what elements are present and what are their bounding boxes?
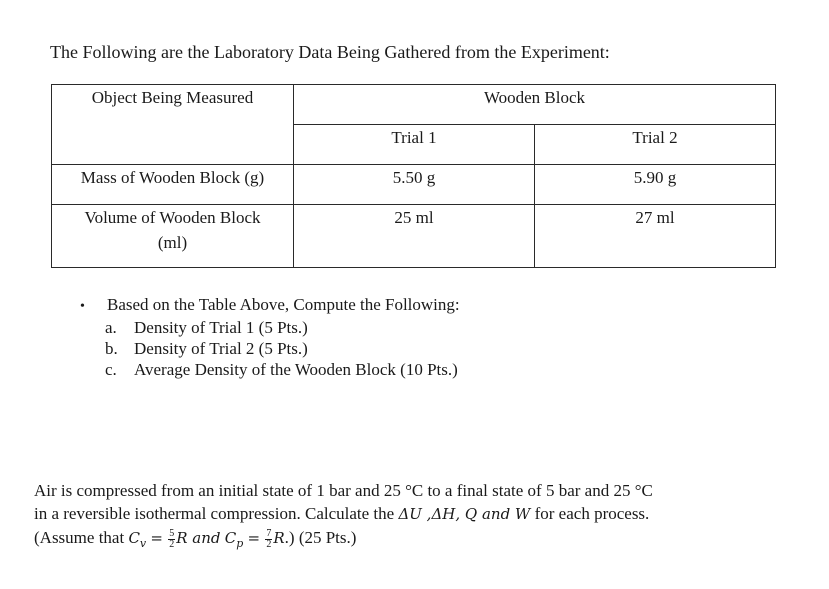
list-marker: c. [105, 360, 117, 379]
problem-line-1: Air is compressed from an initial state of 1 bar and 25 °C to a final state of 5 bar and 25 °C [34, 481, 653, 500]
fraction-five-halves: $\frac{5}{2}$ [169, 527, 175, 550]
table-row [52, 165, 776, 205]
mass-label-cell [52, 165, 294, 205]
r-symbol: R [273, 529, 285, 547]
table-row [52, 205, 776, 268]
volume-trial2-cell [535, 205, 776, 268]
list-item-text: Average Density of the Wooden Block (10 Pts.) [134, 360, 458, 379]
list-item-text: Density of Trial 1 (5 Pts.) [134, 318, 308, 337]
page-heading: The Following are the Laboratory Data Being Gathered from the Experiment: [50, 42, 610, 62]
list-item [105, 359, 460, 380]
mass-trial2-value: 5.90 g [633, 168, 677, 187]
trial2-header-cell [535, 125, 776, 165]
equals-sign: = [150, 529, 163, 547]
volume-trial1-value: 25 ml [394, 208, 434, 227]
problem-assume-text: (Assume that [34, 528, 125, 547]
cp-symbol: $C_p$ [224, 529, 244, 550]
mass-label: Mass of Wooden Block (g) [80, 168, 265, 187]
volume-trial2-value: 27 ml [635, 208, 675, 227]
object-header: Object Being Measured [91, 88, 254, 107]
volume-trial1-cell [294, 205, 535, 268]
object-header-cell [52, 85, 294, 165]
r-and-text: R and [176, 529, 221, 547]
mass-trial1-value: 5.50 g [392, 168, 436, 187]
list-item [105, 317, 460, 338]
problem-line-2-text: in a reversible isothermal compression. Calculate the [34, 504, 395, 523]
bullet-icon: • [80, 299, 85, 314]
equals-sign: = [247, 529, 261, 547]
wooden-block-header: Wooden Block [483, 88, 586, 107]
lab-data-table [51, 84, 776, 268]
problem-line-2-end: for each process. [534, 504, 650, 523]
thermo-problem [34, 479, 794, 555]
volume-label-line2: (ml) [157, 233, 188, 252]
trial2-header: Trial 2 [632, 128, 678, 147]
bullet-item [80, 294, 460, 317]
trial1-header: Trial 1 [391, 128, 437, 147]
trial1-header-cell [294, 125, 535, 165]
questions-block [80, 294, 460, 380]
mass-trial1-cell [294, 165, 535, 205]
problem-quantities: ΔU ,ΔH, Q and W [398, 505, 531, 523]
cv-symbol: $C_v$ [128, 529, 147, 550]
list-marker: a. [105, 318, 117, 337]
list-item-text: Density of Trial 2 (5 Pts.) [134, 339, 308, 358]
problem-line-3 [34, 526, 794, 555]
list-marker: b. [105, 339, 118, 358]
volume-label-line1: Volume of Wooden Block [84, 208, 261, 227]
questions-intro: Based on the Table Above, Compute the Following: [107, 295, 460, 314]
fraction-seven-halves: $\frac{7}{2}$ [266, 527, 272, 550]
list-item [105, 338, 460, 359]
problem-line-2 [34, 502, 794, 526]
sub-question-list [105, 317, 460, 380]
mass-trial2-cell [535, 165, 776, 205]
problem-points: .) (25 Pts.) [284, 528, 357, 547]
volume-label [52, 205, 293, 254]
wooden-block-header-cell [294, 85, 776, 125]
volume-label-cell [52, 205, 294, 268]
